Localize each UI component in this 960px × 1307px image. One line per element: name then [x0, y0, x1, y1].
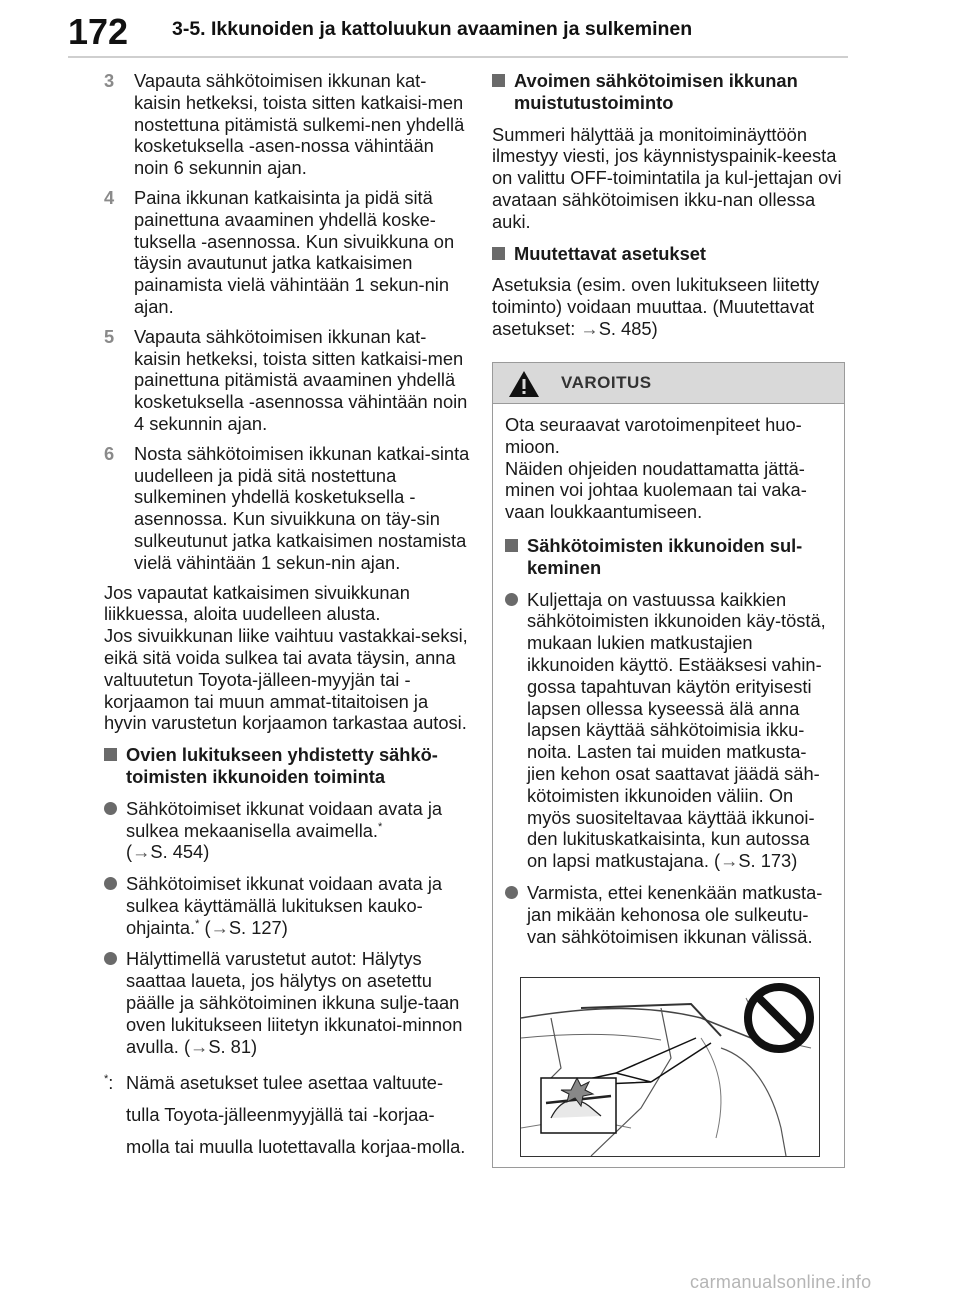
arrow-right-icon: →: [210, 916, 229, 938]
step-4: [104, 187, 472, 318]
round-bullet-icon: [104, 877, 117, 890]
step-number: 4: [104, 186, 115, 208]
warning-box: [492, 362, 845, 1168]
warning-intro-2: Näiden ohjeiden noudattamatta jättä-minen voi johtaa kuolemaan tai vaka-vaan loukkaantumiseen.: [505, 457, 807, 523]
step-5: [104, 326, 472, 435]
footer-watermark: carmanualsonline.info: [690, 1272, 872, 1292]
square-bullet-icon: [104, 748, 117, 761]
left-column: [104, 70, 472, 1163]
page-ref: S. 173: [738, 850, 792, 872]
warning-illustration: [520, 977, 820, 1157]
warning-bullet-driver: Kuljettaja on vastuussa kaikkien sähkötoimisten ikkunoiden käy-töstä, mukaan lukien matkustajien ikkunoiden käyttö. Estääksesi vahin-gossa tapahtuvan käytön erityisesti lapsen ollessa kyseessä älä anna lapsen käyttää sähkötoimisia ikku-noita. Lasten tai muiden matkusta-jien kehon osat saattavat jäädä säh-kötoimisten ikkunoiden väliin. On myös suositeltavaa käyttää ikkunoi-den lukituskatkaisinta, kun autossa on lapsi matkustajana. (→S. 173): [505, 589, 830, 872]
header-rule: [68, 56, 848, 58]
warning-triangle-icon: [507, 369, 541, 399]
step-text: Paina ikkunan katkaisinta ja pidä sitä painettuna avaaminen yhdellä koske-tuksella -asennossa. Kun sivuikkuna on täysin avautunut jatka katkaisimen painamista vielä vähintään 1 sekun-nin ajan.: [134, 186, 455, 317]
warning-intro-1: Ota seuraavat varotoimenpiteet huo-mioon.: [505, 414, 802, 457]
page-ref: S. 485: [598, 317, 652, 339]
step-text: Nosta sähkötoimisen ikkunan katkai-sinta uudelleen ja pidä sitä nostettuna sulkeminen yhdellä kosketuksella -asennossa. Kun sivuikkuna on täy-sin sulkeutunut jatka katkaisimen nostamista vielä vähintään 1 sekun-nin ajan.: [134, 442, 470, 573]
bullet-alarm: Hälyttimellä varustetut autot: Hälytys saattaa laueta, jos hälytys on asetettu päälle ja sähkötoiminen ikkuna sulje-taan oven lukitukseen liitetyn ikkunatoi-minnon avulla. (→S. 81): [104, 948, 472, 1057]
step-6: [104, 443, 472, 574]
warning-bullet-body-parts: Varmista, ettei kenenkään matkusta-jan mikään kehonosa ole sulkeutu-van sähkötoimisen ikkunan välissä.: [505, 882, 830, 947]
asterisk-mark: *: [195, 917, 200, 930]
arrow-right-icon: →: [580, 317, 599, 339]
arrow-right-icon: →: [190, 1035, 209, 1057]
paragraph-restart: Jos vapautat katkaisimen sivuikkunan liikkuessa, aloita uudelleen alusta.: [104, 581, 410, 625]
paragraph-settings: Asetuksia (esim. oven lukitukseen liitetty toiminto) voidaan muuttaa. (Muutettavat asetukset: →S. 485): [492, 274, 820, 339]
heading-door-lock-linked: Ovien lukitukseen yhdistetty sähkö-toimisten ikkunoiden toiminta: [104, 744, 472, 788]
arrow-right-icon: →: [132, 841, 151, 863]
page-header: [0, 0, 960, 60]
warning-body: [493, 404, 844, 947]
footnote: [104, 1067, 472, 1163]
square-bullet-icon: [505, 539, 518, 552]
round-bullet-icon: [505, 886, 518, 899]
bullet-remote: Sähkötoimiset ikkunat voidaan avata ja sulkea käyttämällä lukituksen kauko-ohjainta.* (→S. 127): [104, 873, 472, 938]
car-window-illustration: [521, 978, 819, 1156]
round-bullet-icon: [505, 593, 518, 606]
warning-title: VAROITUS: [561, 373, 652, 392]
heading-settings: Muutettavat asetukset: [492, 243, 848, 265]
heading-reminder: Avoimen sähkötoimisen ikkunan muistutustoiminto: [492, 70, 848, 114]
page-ref: S. 127: [228, 916, 282, 938]
warning-heading: Sähkötoimisten ikkunoiden sul-keminen: [505, 535, 830, 579]
footnote-marker: *:: [104, 1072, 114, 1094]
round-bullet-icon: [104, 802, 117, 815]
page-ref: S. 454: [150, 841, 204, 863]
asterisk-mark: *: [378, 820, 383, 833]
square-bullet-icon: [492, 74, 505, 87]
arrow-right-icon: →: [720, 850, 739, 872]
step-number: 3: [104, 70, 115, 91]
step-number: 5: [104, 325, 115, 347]
right-column: [492, 70, 848, 350]
step-3: [104, 70, 472, 179]
page-ref: S. 81: [208, 1035, 251, 1057]
round-bullet-icon: [104, 952, 117, 965]
bullet-mechanical-key: Sähkötoimiset ikkunat voidaan avata ja sulkea mekaanisella avaimella.* (→S. 454): [104, 798, 472, 863]
paragraph-service: Jos sivuikkunan liike vaihtuu vastakkai-seksi, eikä sitä voida sulkea tai avata täysin, anna valtuutetun Toyota-jälleen-myyjän tai -korjaamon tai muun ammat-titaitoisen ja hyvin varustetun korjaamon tarkastaa autosi.: [104, 625, 468, 734]
step-number: 6: [104, 442, 115, 464]
paragraph-reminder: Summeri hälyttää ja monitoiminäyttöön ilmestyy viesti, jos käynnistyspainik-keesta on valittu OFF-toimintatila ja kul-jettajan ovi avataan sähkötoimisen ikku-nan ollessa auki.: [492, 123, 842, 232]
warning-header: [493, 363, 844, 404]
page-number: 172: [68, 11, 129, 52]
square-bullet-icon: [492, 247, 505, 260]
step-text: Vapauta sähkötoimisen ikkunan kat-kaisin hetkeksi, toista sitten katkaisi-men nostettuna pitämistä sulkemi-nen yhdellä kosketuksella -asen-nossa vähintään noin 6 sekunnin ajan.: [134, 70, 465, 179]
section-title: 3-5. Ikkunoiden ja kattoluukun avaaminen ja sulkeminen: [172, 18, 693, 40]
step-text: Vapauta sähkötoimisen ikkunan kat-kaisin hetkeksi, toista sitten katkaisi-men painettuna pitämistä avaaminen yhdellä kosketuksella -asennossa vähintään noin 4 sekunnin ajan.: [134, 325, 468, 434]
footnote-text: Nämä asetukset tulee asettaa valtuute-tulla Toyota-jälleenmyyjällä tai -korjaa-molla tai muulla luotettavalla korjaa-molla.: [126, 1072, 466, 1158]
